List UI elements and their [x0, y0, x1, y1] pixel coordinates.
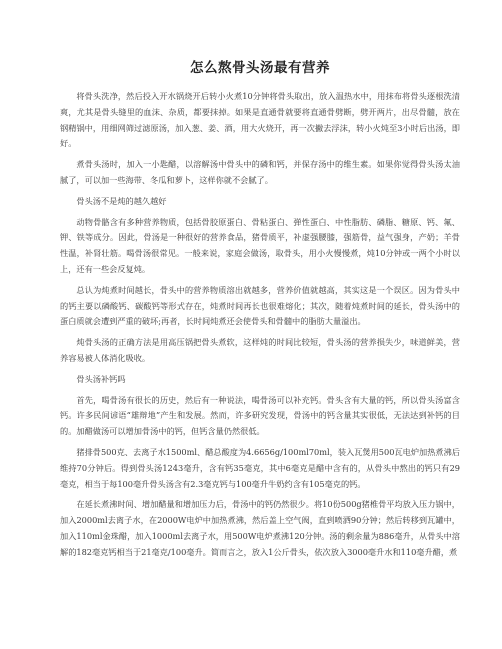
paragraph: 总认为炖煮时间越长，骨头中的营养物质溶出就越多，营养价值就越高，其实这是一个误区。因为骨头中的钙主要以磷酸钙、碳酸钙等形式存在，炖煮时间再长也很难熔化；其次，随着炖煮时间的延长，骨头汤中的蛋白质就会遭到严重的破坏;再者，长时间炖煮还会使骨头和骨髓中的脂肪大量溢出。: [60, 284, 460, 327]
paragraph: 首先，喝骨汤有很长的历史，然后有一种说法，喝骨汤可以补充钙。骨头含有大量的钙，所以骨头汤富含钙。许多民间谚语“雄辩地”产生和发展。然而，许多研究发现，骨汤中的钙含量其实很低，无法达到补钙的目的。加醋做汤可以增加骨汤中的钙，但钙含量仍然很低。: [60, 394, 460, 437]
section-heading: 骨头汤不是炖的越久越好: [76, 195, 167, 206]
paragraph: 动物骨骼含有多种营养物质，包括骨胶原蛋白、骨粘蛋白、弹性蛋白、中性脂肪、磷脂、糖原、钙、氟、钾、铁等成分。因此，骨汤是一种很好的营养食品，猪骨质平，补虚强腰膝，强筋骨，益气强身，产奶；羊骨性温，补肾壮筋。喝骨汤很常见。一般来说，家庭会做汤，取骨头，用小火慢慢煮，炖10分钟或一两个小时以上，还有一些会反复炖。: [60, 216, 460, 274]
paragraph: 煮骨头汤时，加入一小匙醋，以溶解汤中骨头中的磷和钙，并保存汤中的维生素。如果你觉得骨头汤太油腻了，可以加一些海带、冬瓜和萝卜，这样你就不会腻了。: [60, 159, 460, 185]
paragraph: 在延长煮沸时间、增加醋量和增加压力后，骨汤中的钙仍然很少。将10份500g猪椎骨平均放入压力锅中，加入2000ml去离子水，在2000W电炉中加热煮沸，然后盖上空气阀，直到喷洒90分钟；然后转移到瓦罐中，加入110ml金珠醋，加入1000ml去离子水，用500W电炉煮沸120分钟。汤的剩余量为886毫升，从骨头中溶解的182毫克钙相当于21毫克/100毫升。简而言之，放入1公斤骨头，依次放入3000毫升水和110毫升醋，煮: [60, 499, 460, 557]
paragraph: 炖骨头汤的正确方法是用高压锅把骨头煮软，这样炖的时间比较短，骨头汤的营养损失少，味道鲜美，营养容易被人体消化吸收。: [60, 337, 460, 363]
paragraph: 将骨头洗净，然后投入开水锅烧开后转小火煮10分钟将骨头取出，放入温热水中，用抹布将骨头逐根洗清爽，尤其是骨头缝里的血沫、杂质，都要抹掉。如果是直通骨就要将直通骨劈断，劈开两片，出尽骨髓，放在钢精锅中，用细网筛过滤原汤，加入葱、姜、酒，用大火烧开，再一次撇去浮沫，转小火炖至3小时后出汤，即好。: [60, 91, 460, 149]
document-title: 怎么熬骨头汤最有营养: [190, 60, 330, 76]
section-heading: 骨头汤补钙吗: [76, 373, 126, 384]
document-body: [60, 89, 460, 561]
paragraph: 猪排骨500克、去离子水1500ml、醋总酸度为4.6656g/100ml70ml，装入瓦煲用500瓦电炉加热煮沸后维持70分钟后。得到骨头汤1243毫升，含有钙35毫克，其中6毫克是醋中含有的，从骨头中熬出的钙只有29毫克，相当于每100毫升骨头汤含有2.3毫克钙与100毫升牛奶约含有105毫克的钙。: [60, 446, 460, 489]
